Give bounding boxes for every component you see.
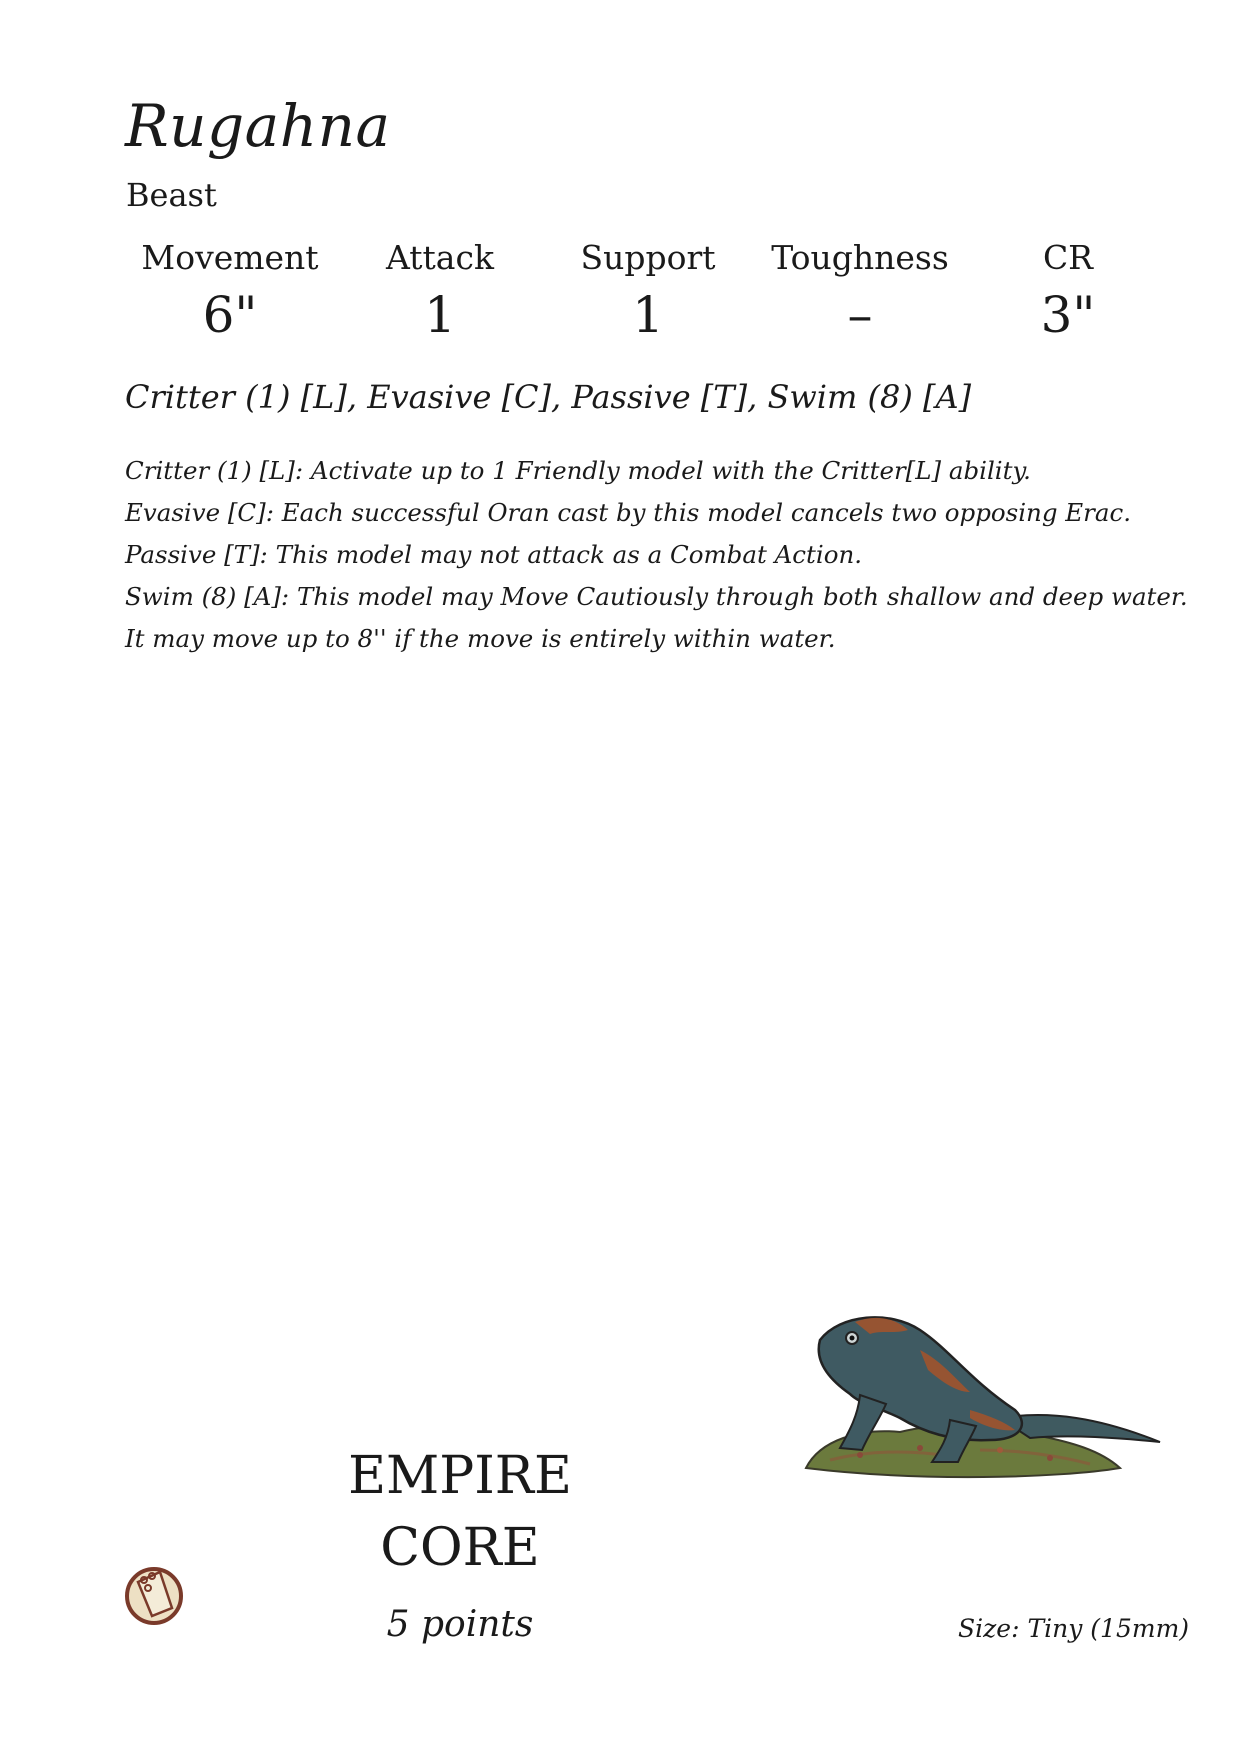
stat-toughness-label: Toughness (771, 238, 949, 277)
unit-type: Beast (126, 176, 217, 214)
faction-block (300, 1440, 620, 1584)
unit-name: Rugahna (125, 92, 391, 160)
faction-category: CORE (380, 1518, 540, 1578)
rule-line: Swim (8) [A]: This model may Move Cautiously through both shallow and deep water. (125, 582, 1188, 611)
rule-line: Passive [T]: This model may not attack as a Combat Action. (125, 540, 863, 569)
faction-emblem-icon (124, 1562, 188, 1626)
stat-support-label: Support (580, 238, 716, 277)
stat-movement-value: 6" (202, 286, 258, 344)
rule-line: Critter (1) [L]: Activate up to 1 Friendly model with the Critter[L] ability. (125, 456, 1031, 485)
stat-attack-value: 1 (424, 286, 456, 344)
rules-text (125, 450, 1188, 660)
faction-name: EMPIRE (348, 1446, 572, 1506)
stat-cr-value: 3" (1040, 286, 1096, 344)
point-cost: 5 points (386, 1604, 534, 1645)
rugahna-illustration (800, 1300, 1180, 1490)
stat-movement-label: Movement (141, 238, 319, 277)
abilities-summary: Critter (1) [L], Evasive [C], Passive [T], Swim (8) [A] (125, 378, 972, 416)
rule-line: It may move up to 8'' if the move is entirely within water. (125, 624, 836, 653)
base-size-label: Size: Tiny (15mm) (958, 1614, 1190, 1643)
stat-attack-label: Attack (386, 238, 494, 277)
stat-support-value: 1 (632, 286, 664, 344)
stat-toughness-value: – (847, 286, 873, 344)
rule-line: Evasive [C]: Each successful Oran cast by this model cancels two opposing Erac. (125, 498, 1132, 527)
stat-cr-label: CR (1042, 238, 1094, 277)
